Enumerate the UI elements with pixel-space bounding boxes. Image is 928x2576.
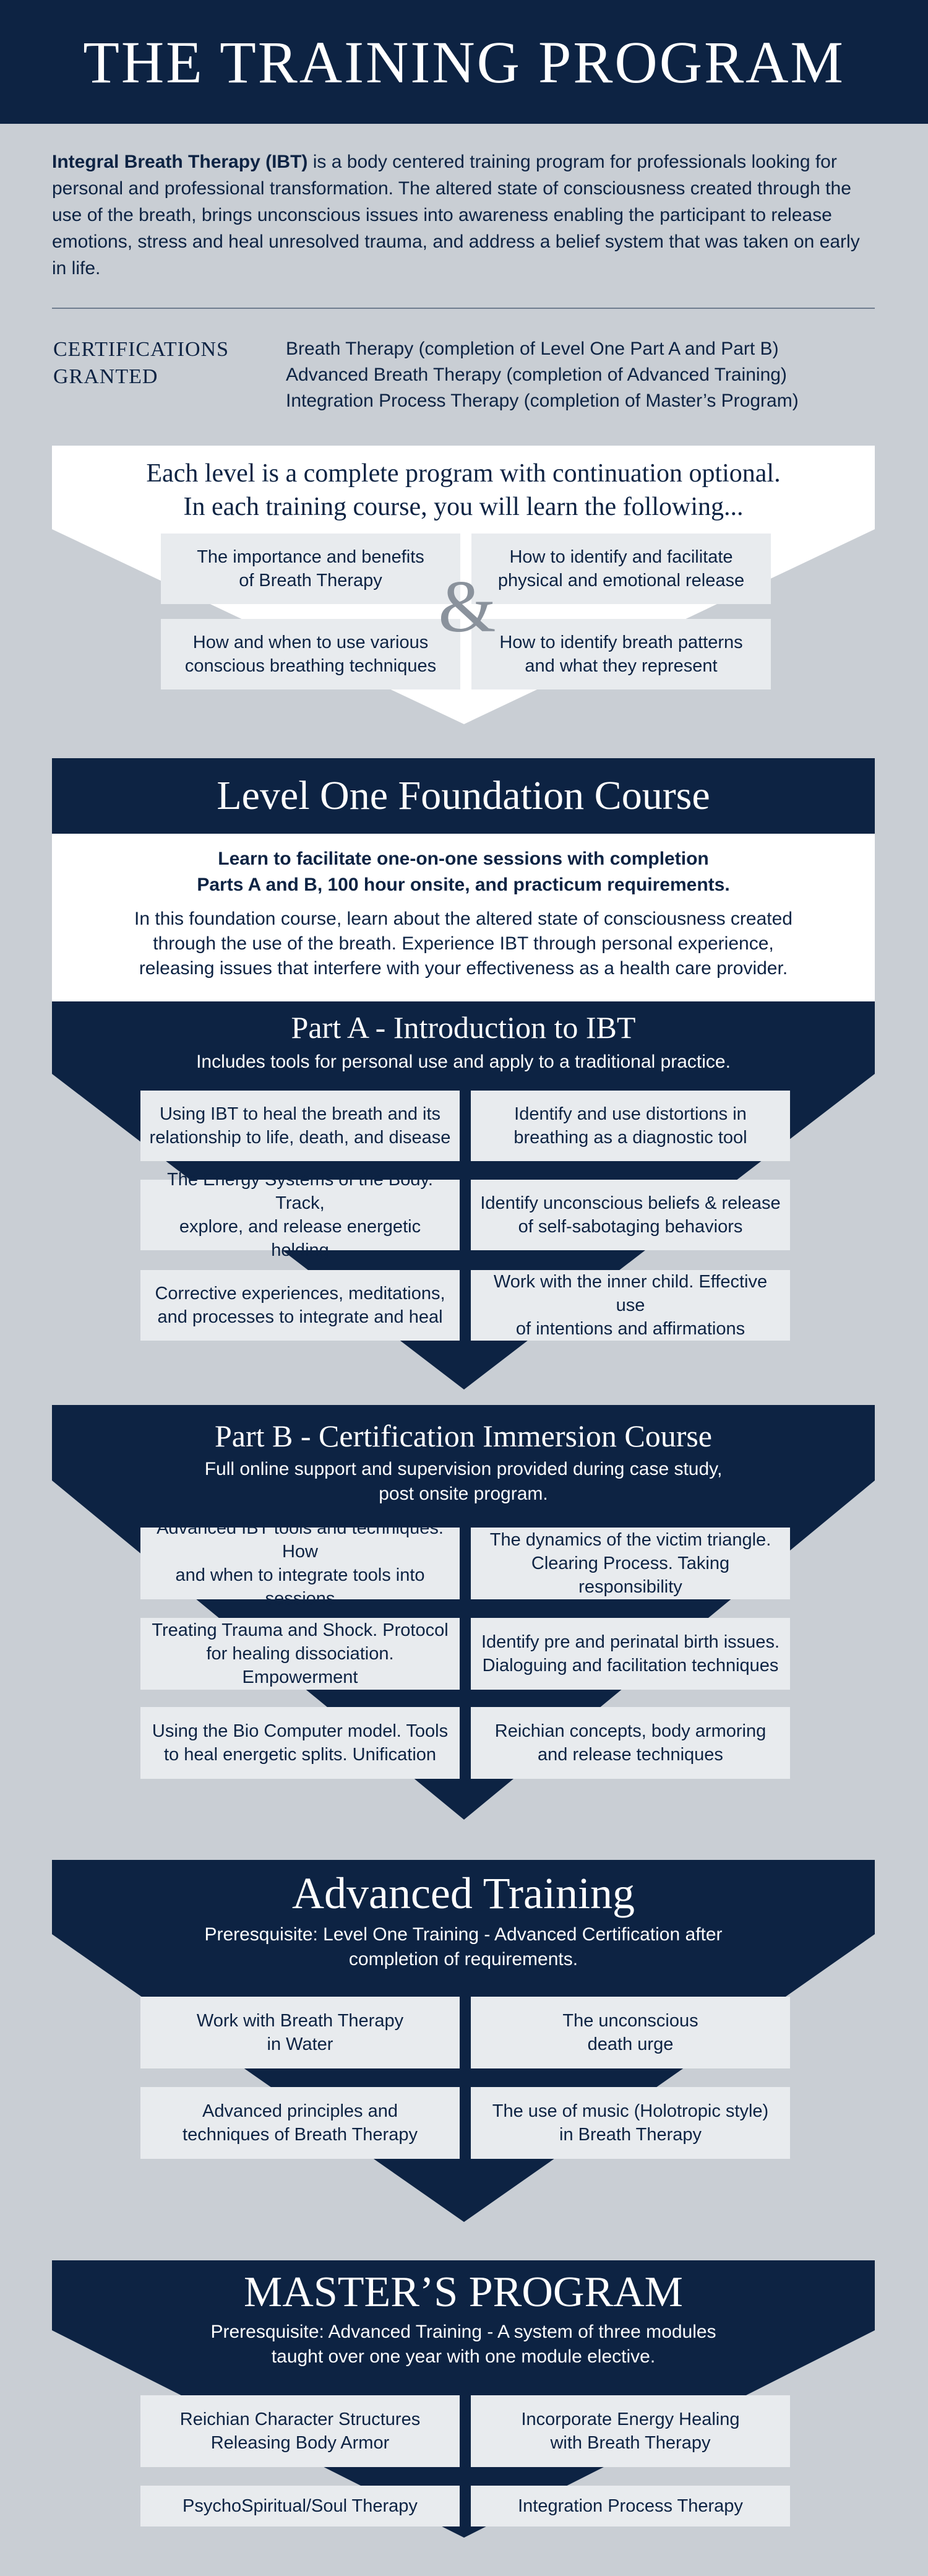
box-line: physical and emotional release: [497, 571, 745, 590]
box-line: The use of music (Holotropic style): [492, 2101, 769, 2121]
part-b-title: Part B - Certification Immersion Course: [214, 1419, 712, 1453]
part-b-header: [52, 1417, 875, 1506]
masters-box: [140, 2486, 460, 2526]
box-line: The unconscious: [562, 2011, 698, 2031]
part-a-header: [52, 1009, 875, 1074]
box-line: and release techniques: [538, 1745, 723, 1765]
box-line: Integration Process Therapy: [518, 2496, 743, 2516]
level-one-text-line3: releasing issues that interfere with your effectiveness as a health care provider.: [139, 958, 788, 979]
box-line: How and when to use various: [192, 633, 429, 652]
box-line: breathing as a diagnostic tool: [513, 1128, 747, 1148]
overview-heading: [52, 446, 875, 524]
box-line: Work with the inner child. Effective use: [493, 1272, 768, 1315]
advanced-box: [140, 2087, 460, 2159]
overview-box: [471, 534, 771, 604]
box-line: Reichian concepts, body armoring: [494, 1721, 767, 1741]
part-b-box: [140, 1618, 460, 1690]
level-one-bold-line2: Parts A and B, 100 hour onsite, and practicum requirements.: [197, 875, 730, 895]
box-line: of Breath Therapy: [239, 571, 382, 590]
page-title: THE TRAINING PROGRAM: [83, 28, 845, 95]
advanced-box: [140, 1997, 460, 2068]
certification-item: Breath Therapy (completion of Level One Part A and Part B): [286, 339, 779, 359]
part-a-box: [471, 1091, 790, 1161]
box-line: in Breath Therapy: [559, 2125, 702, 2145]
level-one-text: [52, 898, 875, 981]
box-line: Clearing Process. Taking responsibility: [531, 1554, 730, 1597]
advanced-subtitle-line1: Preresquisite: Level One Training - Advanced Certification after: [204, 1924, 723, 1945]
box-line: PsychoSpiritual/Soul Therapy: [183, 2496, 418, 2516]
part-a-subtitle: Includes tools for personal use and apply to a traditional practice.: [196, 1052, 731, 1072]
box-line: techniques of Breath Therapy: [183, 2125, 418, 2145]
part-b-box: [471, 1528, 790, 1599]
level-one-title-wrap: [52, 758, 875, 834]
box-line: and when to integrate tools into sessions: [175, 1565, 425, 1609]
box-line: Incorporate Energy Healing: [521, 2410, 740, 2429]
masters-subtitle-line2: taught over one year with one module elective.: [271, 2346, 656, 2367]
box-line: Identify unconscious beliefs & release: [480, 1193, 781, 1213]
part-b-subtitle-line1: Full online support and supervision provided during case study,: [204, 1459, 723, 1479]
part-a-box: [471, 1180, 790, 1250]
part-a-box: [140, 1170, 460, 1260]
box-line: in Water: [267, 2034, 333, 2054]
part-b-box: [140, 1707, 460, 1779]
level-one-bold-line1: Learn to facilitate one-on-one sessions with completion: [218, 849, 709, 869]
certification-item: Integration Process Therapy (completion of Master’s Program): [286, 391, 799, 411]
box-line: Using IBT to heal the breath and its: [159, 1104, 441, 1124]
overview-box: [471, 619, 771, 689]
part-a-box: [471, 1270, 790, 1341]
masters-header: [52, 2268, 875, 2369]
certifications-label-line1: CERTIFICATIONS: [53, 338, 229, 361]
box-line: The Energy Systems of the Body. Track,: [167, 1170, 433, 1213]
level-one-title: Level One Foundation Course: [217, 773, 710, 818]
overview-line2: In each training course, you will learn the following...: [183, 493, 744, 521]
overview-box: [161, 534, 460, 604]
level-one-text-line1: In this foundation course, learn about the altered state of consciousness created: [134, 909, 793, 929]
certification-item: Advanced Breath Therapy (completion of Advanced Training): [286, 365, 787, 385]
box-line: Corrective experiences, meditations,: [155, 1284, 445, 1303]
certifications-label-line2: GRANTED: [53, 365, 158, 388]
box-line: Work with Breath Therapy: [196, 2011, 404, 2031]
box-line: to heal energetic splits. Unification: [163, 1745, 437, 1765]
masters-box: [471, 2395, 790, 2467]
box-line: relationship to life, death, and disease: [149, 1128, 451, 1148]
masters-box: [140, 2395, 460, 2467]
overview-header: [52, 446, 875, 522]
part-a-box: [140, 1270, 460, 1341]
box-line: of intentions and affirmations: [515, 1319, 745, 1339]
box-line: of self-sabotaging behaviors: [518, 1217, 743, 1237]
part-a-title: Part A - Introduction to IBT: [291, 1010, 636, 1045]
advanced-title: Advanced Training: [292, 1869, 635, 1918]
box-line: conscious breathing techniques: [184, 656, 437, 676]
box-line: Releasing Body Armor: [210, 2433, 390, 2453]
level-one-panel: [52, 834, 875, 1001]
advanced-subtitle-line2: completion of requirements.: [348, 1949, 578, 1969]
box-line: Identify and use distortions in: [514, 1104, 747, 1124]
box-line: for healing dissociation. Empowerment: [206, 1644, 394, 1687]
box-line: The importance and benefits: [197, 547, 424, 567]
overview-box: [161, 619, 460, 689]
ampersand-glyph: &: [438, 565, 496, 647]
box-line: Advanced IBT tools and techniques. How: [157, 1518, 444, 1562]
intro-lead: Integral Breath Therapy (IBT): [52, 152, 308, 172]
box-line: How to identify breath patterns: [499, 633, 743, 652]
box-line: explore, and release energetic holding: [179, 1217, 421, 1260]
box-line: with Breath Therapy: [550, 2433, 711, 2453]
intro-text: is a body centered training program for professionals looking for personal and professional transformation. The altered state of consciousness created through the use of the breath, brings unconscious issues into awareness enabling the participant to release emotions, stress and heal unresolved trauma, and address a belief system that was taken on early in life.: [52, 152, 860, 279]
box-line: Reichian Character Structures: [179, 2410, 421, 2429]
advanced-box: [471, 2087, 790, 2159]
box-line: Identify pre and perinatal birth issues.: [481, 1632, 780, 1652]
part-b-subtitle-line2: post onsite program.: [379, 1484, 548, 1504]
masters-subtitle-line1: Preresquisite: Advanced Training - A system of three modules: [210, 2322, 716, 2342]
part-b-box: [140, 1518, 460, 1609]
box-line: and processes to integrate and heal: [157, 1307, 443, 1327]
box-line: How to identify and facilitate: [509, 547, 733, 567]
box-line: Advanced principles and: [202, 2101, 398, 2121]
box-line: Using the Bio Computer model. Tools: [152, 1721, 449, 1741]
masters-title: MASTER’S PROGRAM: [244, 2268, 683, 2316]
overview-line1: Each level is a complete program with continuation optional.: [146, 459, 781, 488]
box-line: and what they represent: [525, 656, 718, 676]
advanced-box: [471, 1997, 790, 2068]
advanced-header: [52, 1868, 875, 1972]
part-b-box: [471, 1618, 790, 1690]
level-one-bold: [52, 834, 875, 898]
box-line: death urge: [587, 2034, 674, 2054]
box-line: Treating Trauma and Shock. Protocol: [152, 1620, 449, 1640]
masters-box: [471, 2486, 790, 2526]
part-a-box: [140, 1091, 460, 1161]
box-line: Dialoguing and facilitation techniques: [482, 1656, 779, 1675]
part-b-box: [471, 1707, 790, 1779]
box-line: The dynamics of the victim triangle.: [489, 1530, 771, 1550]
level-one-text-line2: through the use of the breath. Experience IBT through personal experience,: [153, 933, 774, 954]
